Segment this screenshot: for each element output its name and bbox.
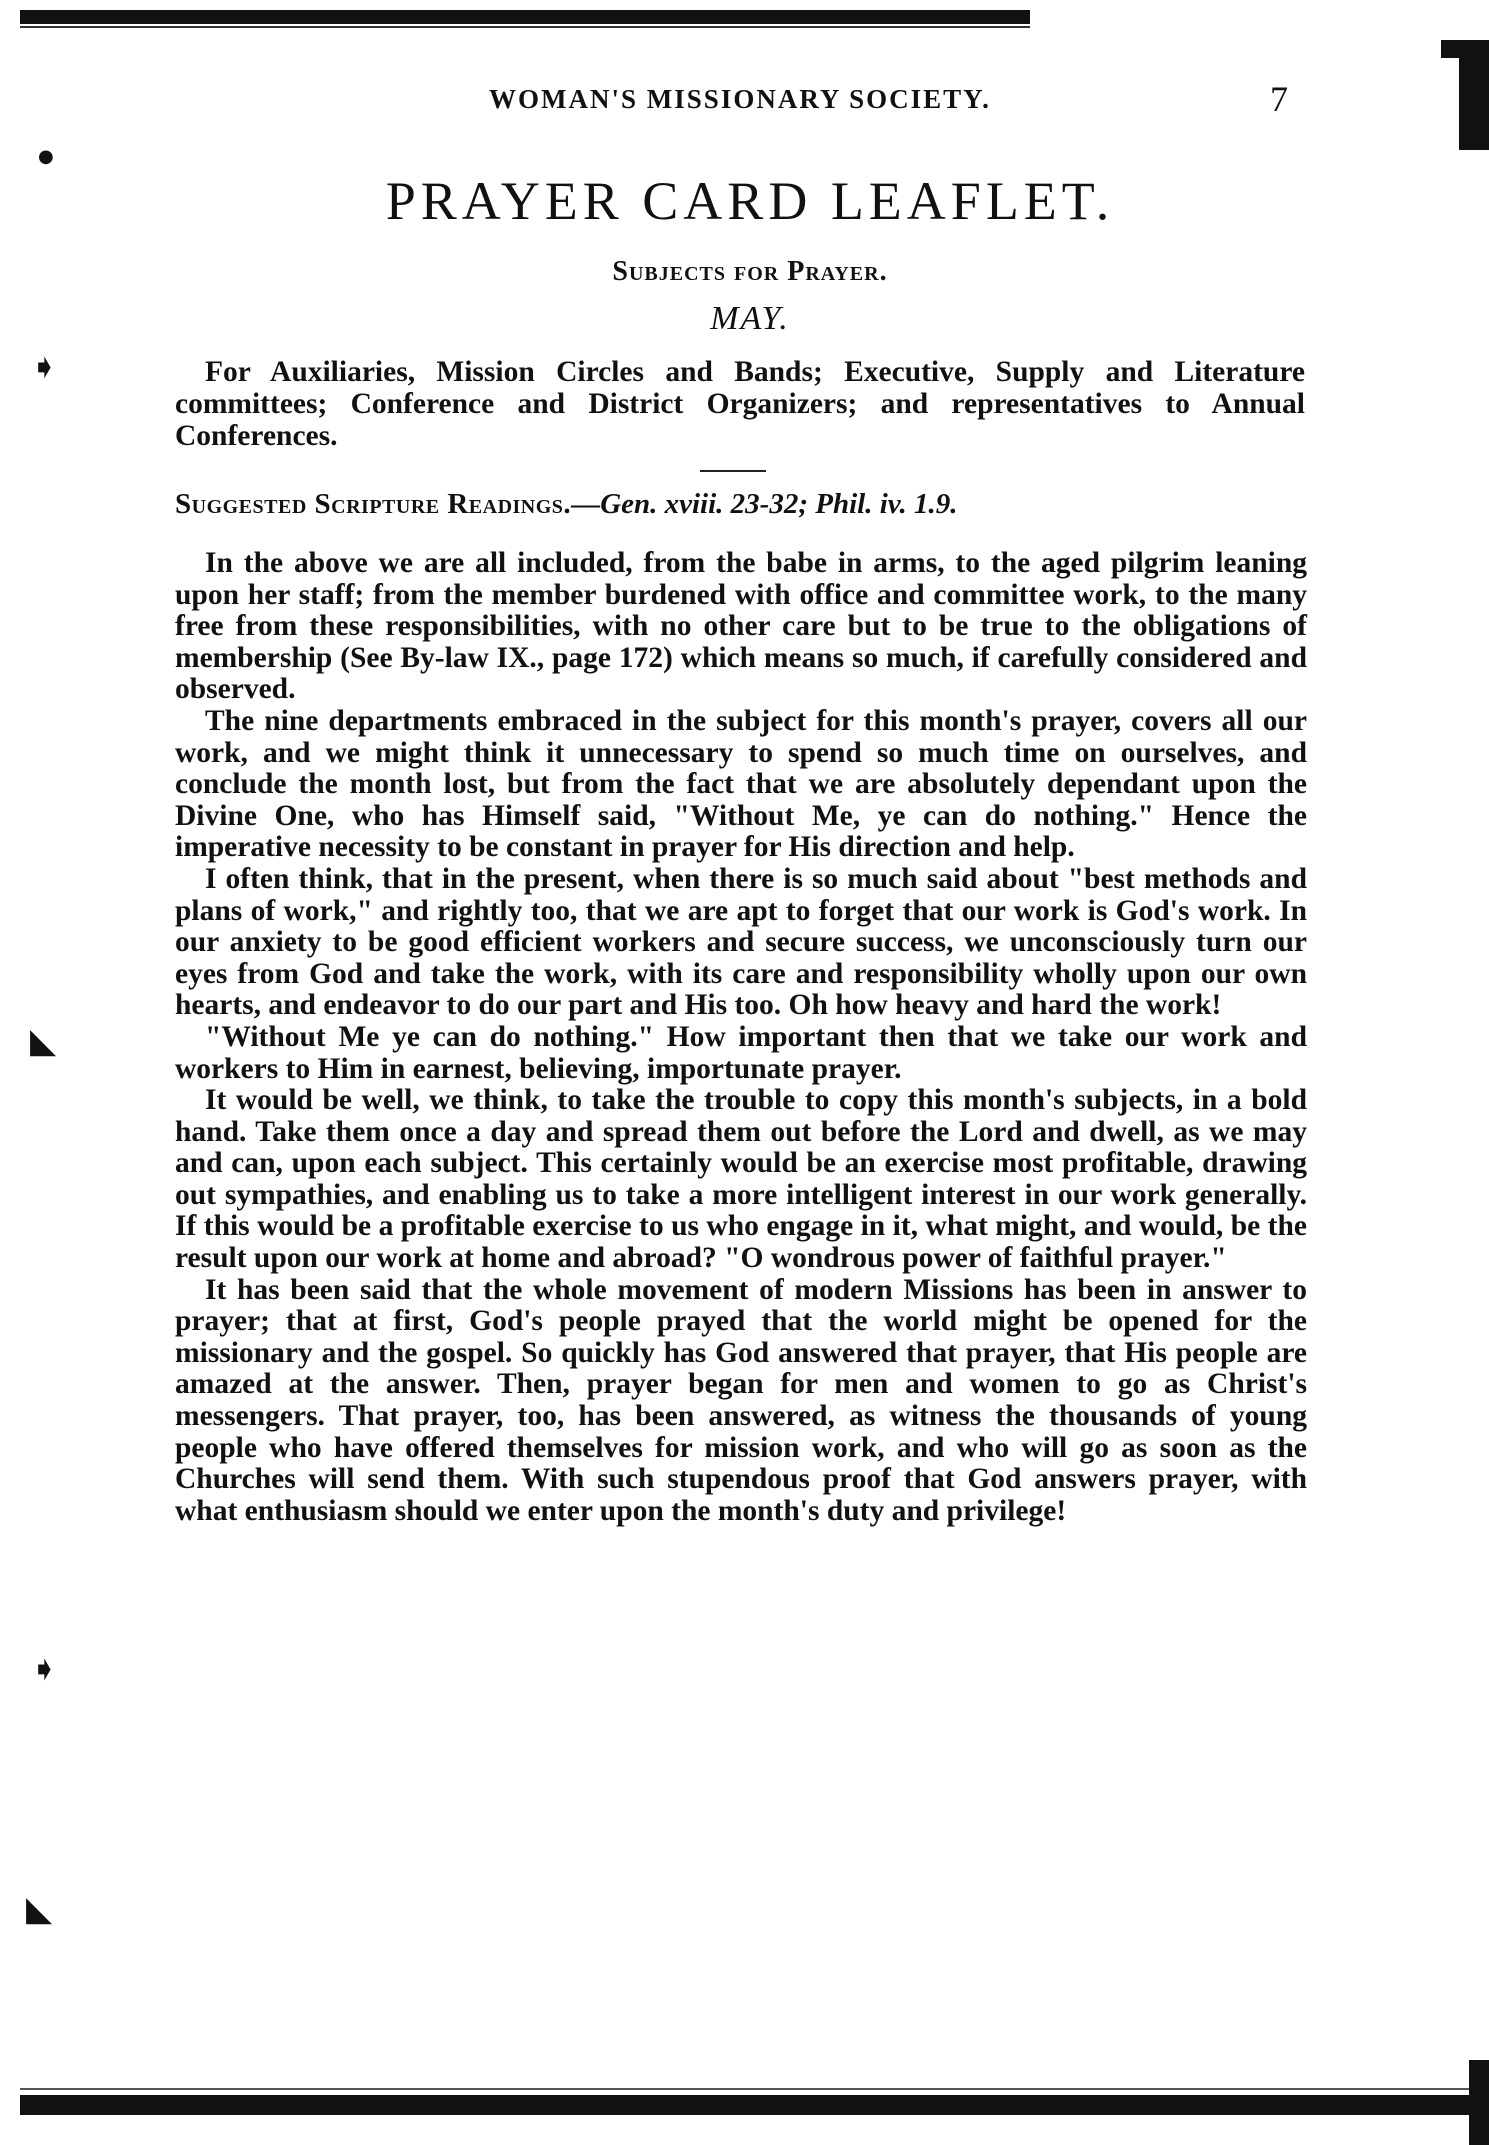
- margin-dot-mark: ●: [38, 146, 54, 167]
- scripture-readings: [175, 488, 1315, 521]
- page-title: PRAYER CARD LEAFLET.: [385, 171, 1115, 231]
- paragraph: It would be well, we think, to take the trouble to copy this month's subjects, in a bold hand. Take them once a day and spread them out before the Lord and dwell, as we may and can, upon each subject. This certainly would be an exercise most profitable, drawing out sympathies, and enabling us to take a more intelligent interest in our work generally. If this would be a profitable exercise to us who engage in it, what might, and would, be the result upon our work at home and abroad? "O wondrous power of faithful prayer.": [175, 1084, 1307, 1275]
- scripture-label: Suggested Scripture Readings.: [175, 488, 572, 520]
- divider-rule: [700, 470, 766, 472]
- bottom-border-rule: [20, 2095, 1489, 2115]
- running-header: WOMAN'S MISSIONARY SOCIETY.: [489, 84, 991, 114]
- intro-paragraph: [175, 356, 1305, 452]
- margin-arrow-mark: ◣: [30, 1021, 57, 1061]
- bottom-corner-bar: [1469, 2060, 1489, 2145]
- body-text: [175, 548, 1307, 1527]
- month-heading: MAY.: [710, 300, 790, 337]
- top-border-thin-rule: [20, 26, 1030, 28]
- paragraph: I often think, that in the present, when there is so much said about "best methods and plans of work," and rightly too, that we are apt to forget that our work is God's work. In our anxiety to be good efficient workers and secure success, we unconsciously turn our eyes from God and take the work, with its care and responsibility wholly upon our own hearts, and endeavor to do our part and His too. Oh how heavy and hard the work!: [175, 862, 1307, 1022]
- page-number: 7: [1270, 79, 1288, 119]
- margin-arrow-mark: ➧: [30, 347, 59, 387]
- paragraph: "Without Me ye can do nothing." How important then that we take our work and workers to Him in earnest, believing, importunate prayer.: [175, 1020, 1307, 1085]
- paragraph: In the above we are all included, from the babe in arms, to the aged pilgrim leaning upon her staff; from the member burdened with office and committee work, to the many free from these responsibilities, with no other care but to be true to the obligations of membership (See By-law IX., page 172) which means so much, if carefully considered and observed.: [175, 547, 1307, 706]
- paragraph: The nine departments embraced in the subject for this month's prayer, covers all our work, and we might think it unnecessary to spend so much time on ourselves, and conclude the month lost, but from the fact that we are absolutely dependant upon the Divine One, who has Himself said, "Without Me, ye can do nothing." Hence the imperative necessity to be constant in prayer for His direction and help.: [175, 704, 1307, 864]
- intro-text: For Auxiliaries, Mission Circles and Bands; Executive, Supply and Literature committees; Conference and District Organizers; and representatives to Annual Conferences.: [175, 356, 1305, 452]
- bottom-border-thin-rule: [20, 2088, 1489, 2090]
- margin-arrow-mark: ◣: [26, 1889, 53, 1929]
- scripture-reference: —Gen. xviii. 23-32; Phil. iv. 1.9.: [571, 488, 958, 520]
- top-border-rule: [20, 10, 1030, 24]
- margin-arrow-mark: ➧: [30, 1649, 59, 1689]
- section-subtitle: Subjects for Prayer.: [612, 256, 888, 287]
- paragraph: It has been said that the whole movement of modern Missions has been in answer to prayer; that at first, God's people prayed that the world might be opened for the missionary and the gospel. So quickly has God answered that prayer, that His people are amazed at the answer. Then, prayer began for men and women to go as Christ's messengers. That prayer, too, has been answered, as witness the thousands of young people who have offered themselves for mission work, and who will go as soon as the Churches will send them. With such stupendous proof that God answers prayer, with what enthusiasm should we enter upon the month's duty and privilege!: [175, 1273, 1307, 1527]
- corner-bracket-mark: [1441, 40, 1489, 150]
